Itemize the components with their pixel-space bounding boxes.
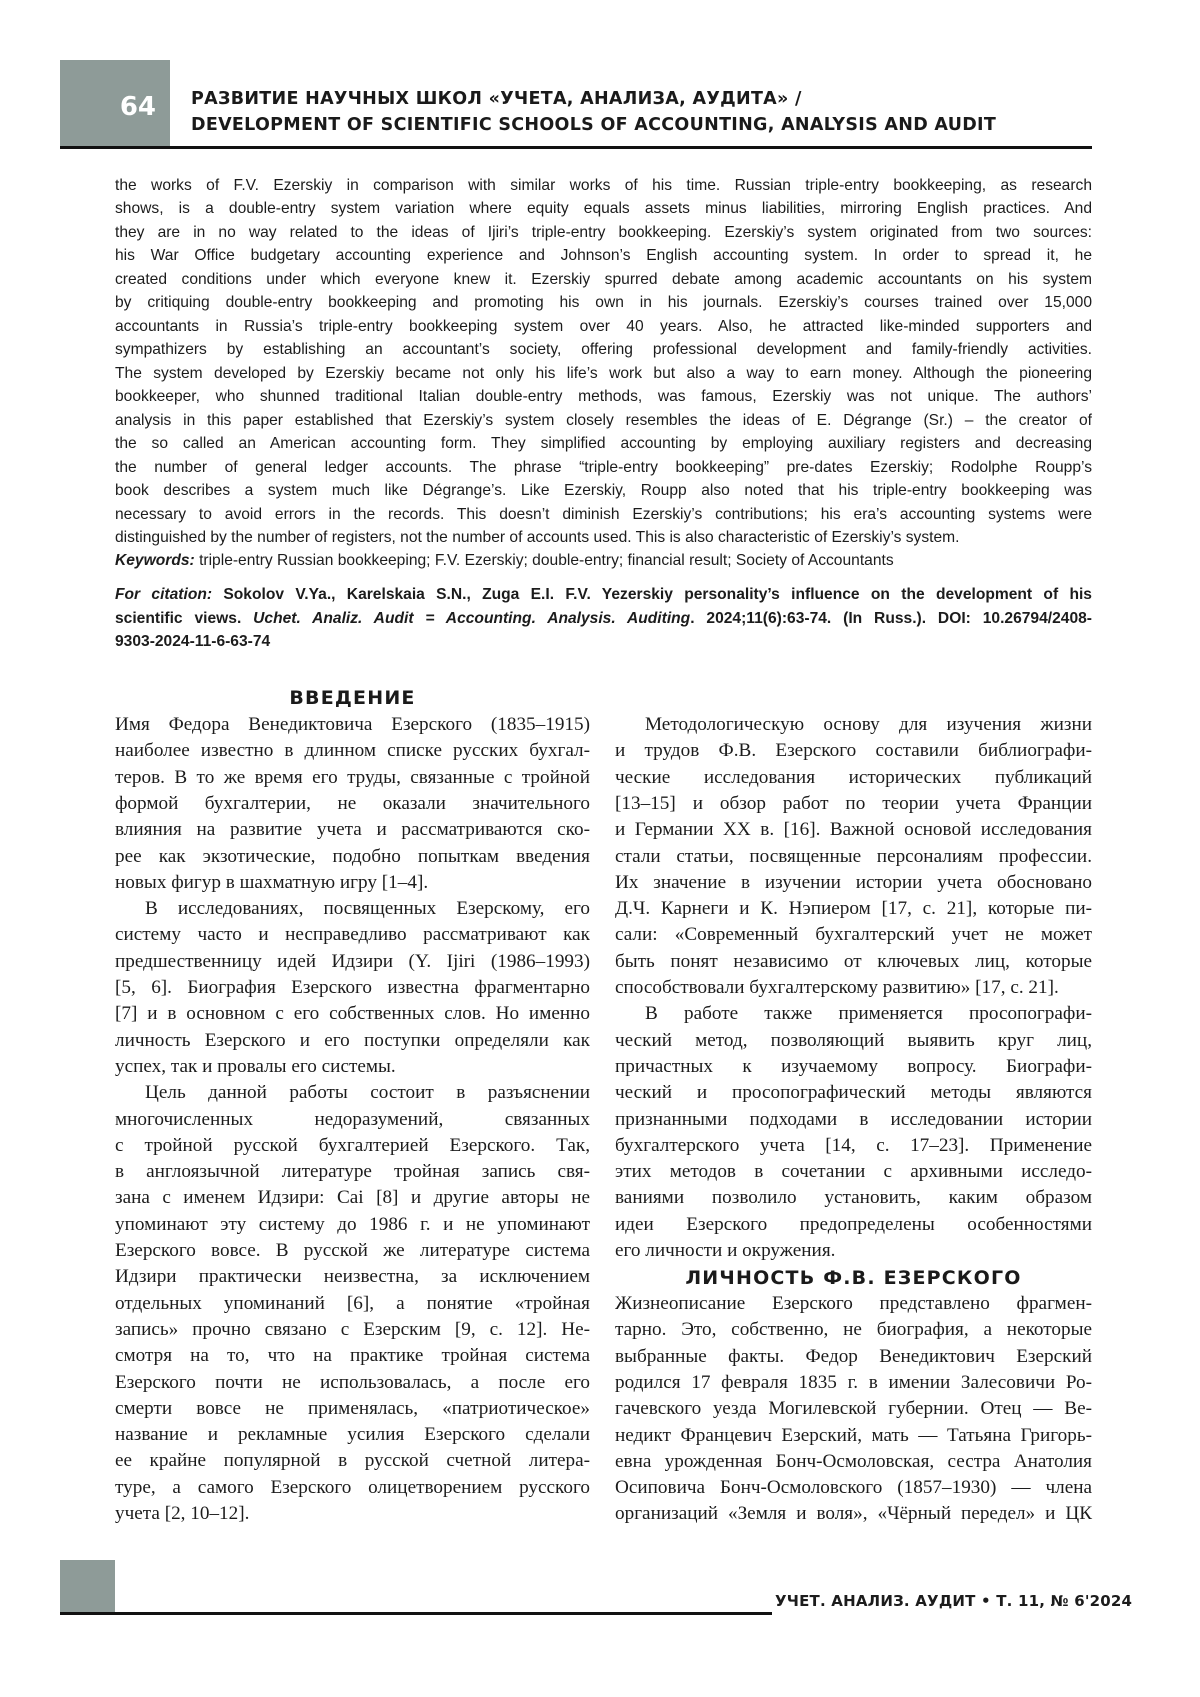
- body-text-line: смерти вовсе не применялась, «патриотическое»: [115, 1398, 590, 1424]
- citation-journal: Uchet. Analiz. Audit = Accounting. Analysis. Auditing: [253, 610, 690, 627]
- body-text-line: стали статьи, посвященные персоналиям профессии.: [615, 846, 1092, 872]
- body-text-line: и трудов Ф.В. Езерского составили библиографи-: [615, 740, 1092, 766]
- abstract-line: by critiquing double-entry bookkeeping and promoting his own in his journals. Ezerskiy’s courses trained over 15,000: [115, 294, 1092, 318]
- body-text-line: недикт Францевич Езерский, мать — Татьяна Григорь-: [615, 1425, 1092, 1451]
- abstract-line: his War Office budgetary accounting experience and Johnson’s English accounting system. In order to spread it, he: [115, 247, 1092, 271]
- body-text-line: формой бухгалтерии, не оказали значительного: [115, 793, 590, 819]
- body-text-line: новых фигур в шахматную игру [1–4].: [115, 872, 590, 898]
- citation-line-3: [115, 633, 1092, 657]
- body-text-line: Методологическую основу для изучения жизни: [615, 714, 1092, 740]
- abstract-line: distinguished by the number of registers, not the number of accounts used. This is also characteristic of Ezerskiy’s system.: [115, 529, 1092, 553]
- citation-authors: Sokolov V.Ya., Karelskaia S.N., Zuga E.I. F.V. Yezerskiy personality’s influence on the development of his: [212, 586, 1092, 603]
- citation-line-2: [115, 610, 1092, 634]
- body-text-line: упоминают эту систему до 1986 г. и не упоминают: [115, 1214, 590, 1240]
- body-text-line: Осиповича Бонч-Осмоловского (1857–1930) — члена: [615, 1477, 1092, 1503]
- abstract-line: bookkeeper, who shunned traditional Italian double-entry methods, was famous, Ezerskiy was not unique. The authors’: [115, 388, 1092, 412]
- body-text-line: Д.Ч. Карнеги и К. Нэпиером [17, с. 21], которые пи-: [615, 898, 1092, 924]
- body-text-line: В исследованиях, посвященных Езерскому, его: [115, 898, 590, 924]
- body-text-line: [7] и в основном с его собственных слов. Но именно: [115, 1003, 590, 1029]
- body-text-line: в англоязычной литературе тройная запись свя-: [115, 1161, 590, 1187]
- body-text-line: с тройной русской бухгалтерией Езерского. Так,: [115, 1135, 590, 1161]
- body-text-line: Их значение в изучении истории учета обосновано: [615, 872, 1092, 898]
- body-text-line: [5, 6]. Биография Езерского известна фрагментарно: [115, 977, 590, 1003]
- body-text-line: влияния на развитие учета и рассматриваются ско-: [115, 819, 590, 845]
- body-text-line: [13–15] и обзор работ по теории учета Франции: [615, 793, 1092, 819]
- body-text-line: и Германии XX в. [16]. Важной основой исследования: [615, 819, 1092, 845]
- body-text-line: ваниями позволило установить, каким образом: [615, 1187, 1092, 1213]
- abstract-line: the so called an American accounting form. They simplified accounting by employing auxiliary registers and decreasing: [115, 435, 1092, 459]
- body-text-line: учета [2, 10–12].: [115, 1503, 590, 1529]
- body-text-line: предшественницу идей Идзири (Y. Ijiri (1986–1993): [115, 951, 590, 977]
- body-text-line: этих методов в сочетании с архивными исследо-: [615, 1161, 1092, 1187]
- body-text-line: запись» прочно связано с Езерским [9, с. 12]. Не-: [115, 1319, 590, 1345]
- body-text-line: организаций «Земля и воля», «Чёрный передел» и ЦК: [615, 1503, 1092, 1529]
- abstract-line: they are in no way related to the ideas of Ijiri’s triple-entry bookkeeping. Ezerskiy’s system originated from two sources:: [115, 224, 1092, 248]
- body-text-line: сали: «Современный бухгалтерский учет не может: [615, 924, 1092, 950]
- body-text-line: систему часто и несправедливо рассматривают как: [115, 924, 590, 950]
- abstract-line: sympathizers by establishing an accountant’s society, offering professional development and family-friendly activities.: [115, 341, 1092, 365]
- keywords-label: Keywords:: [115, 552, 195, 569]
- body-text-line: ческие исследования исторических публикаций: [615, 767, 1092, 793]
- body-text-line: рее как экзотические, подобно попыткам введения: [115, 846, 590, 872]
- body-text-line: причастных к изучаемому вопросу. Биографи-: [615, 1056, 1092, 1082]
- body-text-line: туре, а самого Езерского олицетворением русского: [115, 1477, 590, 1503]
- footer-journal-issue: УЧЕТ. АНАЛИЗ. АУДИТ • Т. 11, № 6'2024: [775, 1592, 1092, 1610]
- page-number: [60, 92, 170, 122]
- abstract-line: necessary to avoid errors in the records. This doesn’t diminish Ezerskiy’s contributions; his era’s accounting systems were: [115, 506, 1092, 530]
- body-text-line: наиболее известно в длинном списке русских бухгал-: [115, 740, 590, 766]
- section-heading-introduction: ВВЕДЕНИЕ: [115, 687, 590, 713]
- body-text-line: успех, так и провалы его системы.: [115, 1056, 590, 1082]
- body-text-line: ческий и просопографический методы являются: [615, 1082, 1092, 1108]
- abstract-line: the number of general ledger accounts. The phrase “triple-entry bookkeeping” pre-dates Ezerskiy; Rodolphe Roupp’s: [115, 459, 1092, 483]
- citation-doi-end: 9303-2024-11-6-63-74: [115, 633, 270, 650]
- abstract-line: shows, is a double-entry system variation where equity equals assets minus liabilities, mirroring English practices. And: [115, 200, 1092, 224]
- body-text-line: многочисленных недоразумений, связанных: [115, 1109, 590, 1135]
- abstract-line: created conditions under which everyone knew it. Ezerskiy spurred debate among academic accountants on his system: [115, 271, 1092, 295]
- body-text-line: Жизнеописание Езерского представлено фрагмен-: [615, 1293, 1092, 1319]
- citation-title-end: scientific views.: [115, 610, 253, 627]
- body-text-line: Езерского вовсе. В русской же литературе система: [115, 1240, 590, 1266]
- body-text-line: В работе также применяется просопографи-: [615, 1003, 1092, 1029]
- body-text-line: Цель данной работы состоит в разъяснении: [115, 1082, 590, 1108]
- body-text-line: бухгалтерского учета [14, с. 17–23]. Применение: [615, 1135, 1092, 1161]
- body-text-line: родился 17 февраля 1835 г. в имении Залесовичи Ро-: [615, 1372, 1092, 1398]
- section-heading-personality: ЛИЧНОСТЬ Ф.В. ЕЗЕРСКОГО: [615, 1267, 1092, 1293]
- citation-line-1: [115, 586, 1092, 610]
- body-text-line: ческий метод, позволяющий выявить круг лиц,: [615, 1030, 1092, 1056]
- body-text-line: способствовали бухгалтерскому развитию» [17, с. 21].: [615, 977, 1092, 1003]
- body-text-line: название и рекламные усилия Езерского сделали: [115, 1424, 590, 1450]
- body-text-line: ее крайне популярной в русской счетной литера-: [115, 1450, 590, 1476]
- citation-details: . 2024;11(6):63-74. (In Russ.). DOI: 10.26794/2408-: [690, 610, 1092, 627]
- body-text-line: Езерского почти не использовалась, а после его: [115, 1372, 590, 1398]
- body-text-line: зана с именем Идзири: Cai [8] и другие авторы не: [115, 1187, 590, 1213]
- abstract-line: book describes a system much like Dégrange’s. Like Ezerskiy, Roupp also noted that his triple-entry bookkeeping was: [115, 482, 1092, 506]
- body-text-line: тарно. Это, собственно, не биография, а некоторые: [615, 1319, 1092, 1345]
- keywords: [115, 552, 1092, 576]
- abstract-line: accountants in Russia’s triple-entry bookkeeping system over 40 years. Also, he attracted like-minded supporters and: [115, 318, 1092, 342]
- body-text-line: Идзири практически неизвестна, за исключением: [115, 1266, 590, 1292]
- keywords-text: triple-entry Russian bookkeeping; F.V. Ezerskiy; double-entry; financial result; Society of Accountants: [195, 552, 894, 569]
- body-text-line: смотря на то, что на практике тройная система: [115, 1345, 590, 1371]
- body-text-line: теров. В то же время его труды, связанные с тройной: [115, 767, 590, 793]
- body-text-line: Имя Федора Венедиктовича Езерского (1835–1915): [115, 714, 590, 740]
- body-text-line: его личности и окружения.: [615, 1240, 1092, 1266]
- body-text-line: личность Езерского и его поступки определяли как: [115, 1030, 590, 1056]
- footer-rule: [60, 1612, 772, 1615]
- body-text-line: признанными подходами в исследовании истории: [615, 1109, 1092, 1135]
- body-text-line: гачевского уезда Могилевской губернии. Отец — Ве-: [615, 1398, 1092, 1424]
- abstract-line: the works of F.V. Ezerskiy in comparison with similar works of his time. Russian triple-entry bookkeeping, as research: [115, 177, 1092, 201]
- body-text-line: отдельных упоминаний [6], а понятие «тройная: [115, 1293, 590, 1319]
- running-title-ru: РАЗВИТИЕ НАУЧНЫХ ШКОЛ «УЧЕТА, АНАЛИЗА, АУДИТА» /: [191, 89, 802, 109]
- footer-accent-box: [60, 1560, 115, 1613]
- citation-label: For citation:: [115, 586, 212, 603]
- body-text-line: идеи Езерского предопределены особенностями: [615, 1214, 1092, 1240]
- body-text-line: быть понят независимо от ключевых лиц, которые: [615, 951, 1092, 977]
- body-text-line: выбранные факты. Федор Венедиктович Езерский: [615, 1346, 1092, 1372]
- header-rule: [60, 146, 1092, 149]
- running-title-en: DEVELOPMENT OF SCIENTIFIC SCHOOLS OF ACCOUNTING, ANALYSIS AND AUDIT: [191, 115, 996, 135]
- abstract-line: The system developed by Ezerskiy became not only his life’s work but also a way to earn money. Although the pioneering: [115, 365, 1092, 389]
- body-text-line: евна урожденная Бонч-Осмоловская, сестра Анатолия: [615, 1451, 1092, 1477]
- abstract-line: analysis in this paper established that Ezerskiy’s system closely resembles the ideas of E. Dégrange (Sr.) – the creator of: [115, 412, 1092, 436]
- page-number-text: 64: [120, 92, 156, 122]
